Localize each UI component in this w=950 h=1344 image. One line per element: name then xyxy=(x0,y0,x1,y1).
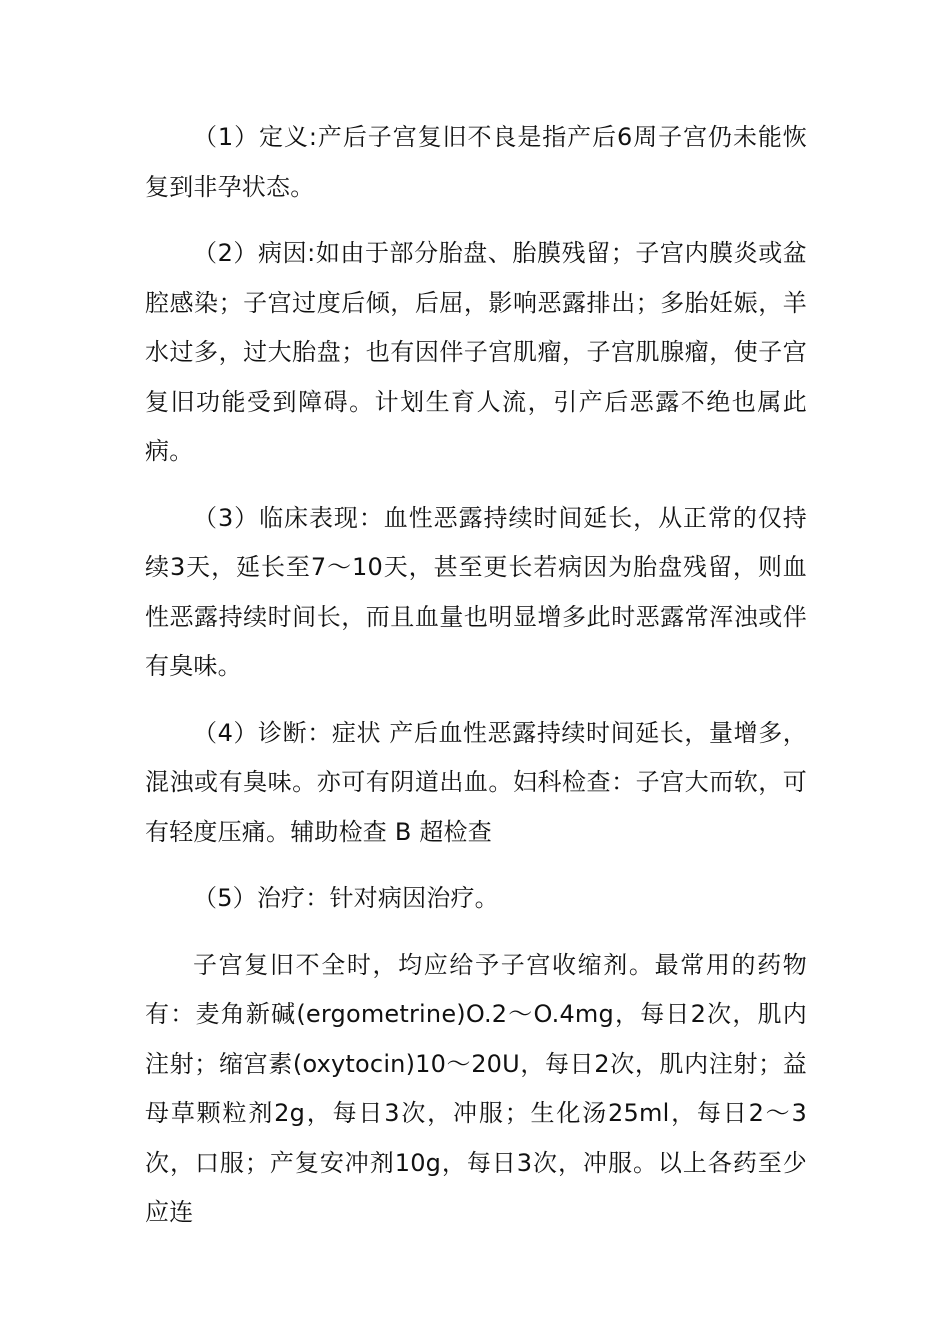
paragraph-medication: 子宫复旧不全时，均应给予子宫收缩剂。最常用的药物有：麦角新碱(ergometrine)O.2～O.4mg，每日2次，肌内注射；缩宫素(oxytocin)10～20U，每日2次，肌内注射；益母草颗粒剂2g，每日3次，冲服；生化汤25ml，每日2～3次，口服；产复安冲剂10g，每日3次，冲服。以上各药至少应连 xyxy=(145,950,807,1226)
document-body xyxy=(145,113,807,1238)
paragraph-diagnosis: （4）诊断：症状 产后血性恶露持续时间延长，量增多，混浊或有臭味。亦可有阴道出血。妇科检查：子宫大而软，可有轻度压痛。辅助检查 B 超检查 xyxy=(145,718,807,846)
paragraph-clinical-manifestation: （3）临床表现：血性恶露持续时间延长，从正常的仅持续3天，延长至7～10天，甚至更长若病因为胎盘残留，则血性恶露持续时间长，而且血量也明显增多此时恶露常浑浊或伴有臭味。 xyxy=(145,503,807,680)
paragraph-treatment: （5）治疗：针对病因治疗。 xyxy=(193,884,499,912)
paragraph-etiology: （2）病因:如由于部分胎盘、胎膜残留；子宫内膜炎或盆腔感染；子宫过度后倾，后屈，影响恶露排出；多胎妊娠，羊水过多，过大胎盘；也有因伴子宫肌瘤，子宫肌腺瘤，使子宫复旧功能受到障碍。计划生育人流，引产后恶露不绝也属此病。 xyxy=(145,239,807,465)
paragraph-definition: （1）定义:产后子宫复旧不良是指产后6周子宫仍未能恢复到非孕状态。 xyxy=(145,123,807,201)
